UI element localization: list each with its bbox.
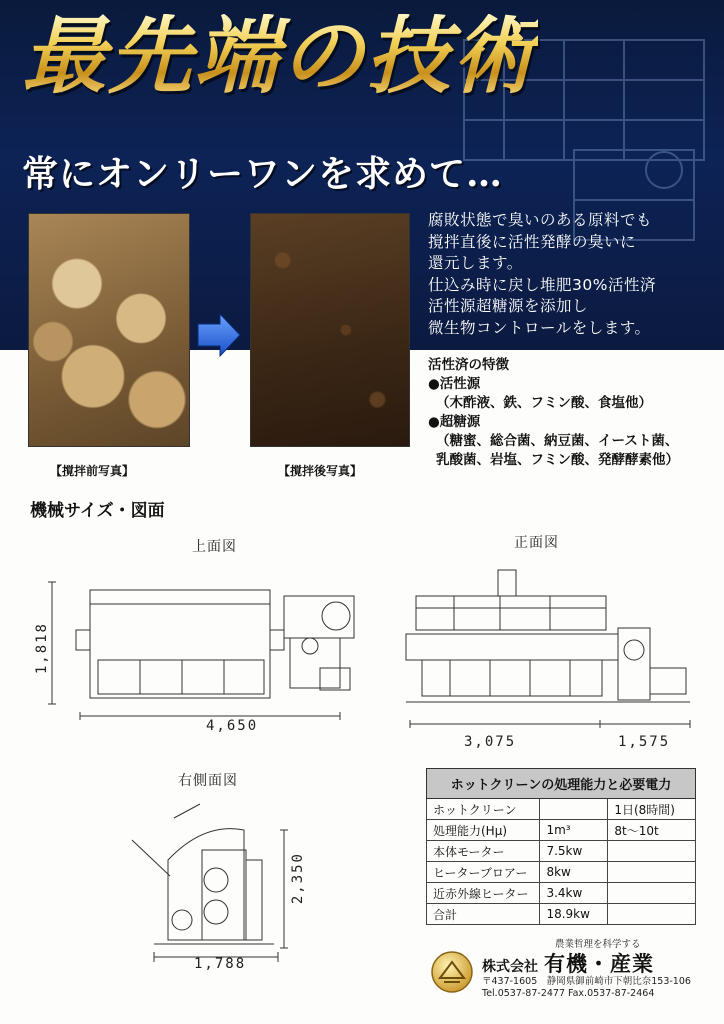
company-name: [482, 948, 654, 978]
table-cell: 合計: [427, 904, 540, 925]
before-photo-caption: 【撹拌前写真】: [50, 464, 135, 478]
front-view-width-dim-1: 3,075: [464, 734, 517, 750]
headline: 最先端の技術: [22, 6, 539, 105]
table-row: [427, 904, 696, 925]
table-row: [427, 883, 696, 904]
table-cell: 18.9kw: [540, 904, 608, 925]
feature-detail: 乳酸菌、岩塩、フミン酸、発酵酵素他）: [436, 452, 679, 468]
intro-line: 活性源超糖源を添加し: [428, 297, 589, 315]
table-cell: 1日(8時間): [608, 799, 696, 820]
company-type: 株式会社: [482, 959, 538, 975]
intro-line: 撹拌直後に活性発酵の臭いに: [428, 232, 637, 251]
table-cell: 7.5kw: [540, 841, 608, 862]
table-cell: ホットクリーン: [427, 799, 540, 820]
table-row: [427, 841, 696, 862]
side-view-width-dim: 1,788: [194, 956, 247, 972]
table-cell: 8t〜10t: [608, 820, 696, 841]
side-view-height-dim: 2,350: [290, 852, 306, 905]
table-cell: [608, 862, 696, 883]
intro-line: 仕込み時に戻し堆肥30%活性済: [428, 275, 656, 294]
table-row: [427, 862, 696, 883]
features-list: [428, 356, 718, 470]
table-cell: 近赤外線ヒーター: [427, 883, 540, 904]
table-cell: 本体モーター: [427, 841, 540, 862]
company-motto: 農業哲理を科学する: [555, 939, 641, 950]
top-view-drawing: [40, 576, 380, 726]
company-name-text: 有機・産業: [544, 952, 654, 976]
table-cell: 3.4kw: [540, 883, 608, 904]
top-view-label: 上面図: [192, 539, 237, 555]
top-view-height-dim: 1,818: [34, 622, 50, 675]
spec-table: [426, 768, 696, 925]
table-cell: 8kw: [540, 862, 608, 883]
intro-line: 還元します。: [428, 254, 523, 272]
subheadline: 常にオンリーワンを求めて…: [22, 153, 504, 195]
top-view-width-dim: 4,650: [206, 718, 259, 734]
spec-table-title: ホットクリーンの処理能力と必要電力: [427, 769, 696, 799]
front-view-drawing: [400, 564, 700, 736]
feature-label: ●超糖源: [428, 414, 481, 430]
intro-line: 腐敗状態で臭いのある原料でも: [428, 211, 653, 229]
after-photo-caption: 【撹拌後写真】: [278, 464, 363, 478]
company-logo-icon: [430, 950, 474, 994]
table-cell: [608, 883, 696, 904]
feature-label: ●活性源: [428, 376, 481, 392]
after-stirring-photo: [250, 213, 410, 447]
arrow-right-icon: [196, 312, 242, 358]
side-view-label: 右側面図: [178, 773, 238, 789]
feature-detail: （木酢液、鉄、フミン酸、食塩他）: [436, 395, 652, 411]
table-cell: 1m³: [540, 820, 608, 841]
table-row: [427, 799, 696, 820]
intro-text: [428, 210, 718, 339]
table-cell: [540, 799, 608, 820]
company-address: 〒437-1605 静岡県御前崎市下朝比奈153-106: [482, 976, 691, 987]
intro-line: 微生物コントロールをします。: [428, 318, 651, 337]
table-cell: 処理能力(Hμ): [427, 820, 540, 841]
company-tel: Tel.0537-87-2477 Fax.0537-87-2464: [482, 988, 655, 999]
company-contact: [482, 976, 691, 1000]
feature-detail: （糖蜜、総合菌、納豆菌、イースト菌、: [436, 433, 679, 449]
front-view-label: 正面図: [514, 535, 559, 551]
table-cell: [608, 904, 696, 925]
before-stirring-photo: [28, 213, 190, 447]
table-row: [427, 820, 696, 841]
front-view-width-dim-2: 1,575: [618, 734, 671, 750]
features-title: 活性済の特徴: [428, 357, 509, 373]
table-cell: [608, 841, 696, 862]
section-title: 機械サイズ・図面: [30, 501, 165, 521]
table-cell: ヒーターブロアー: [427, 862, 540, 883]
